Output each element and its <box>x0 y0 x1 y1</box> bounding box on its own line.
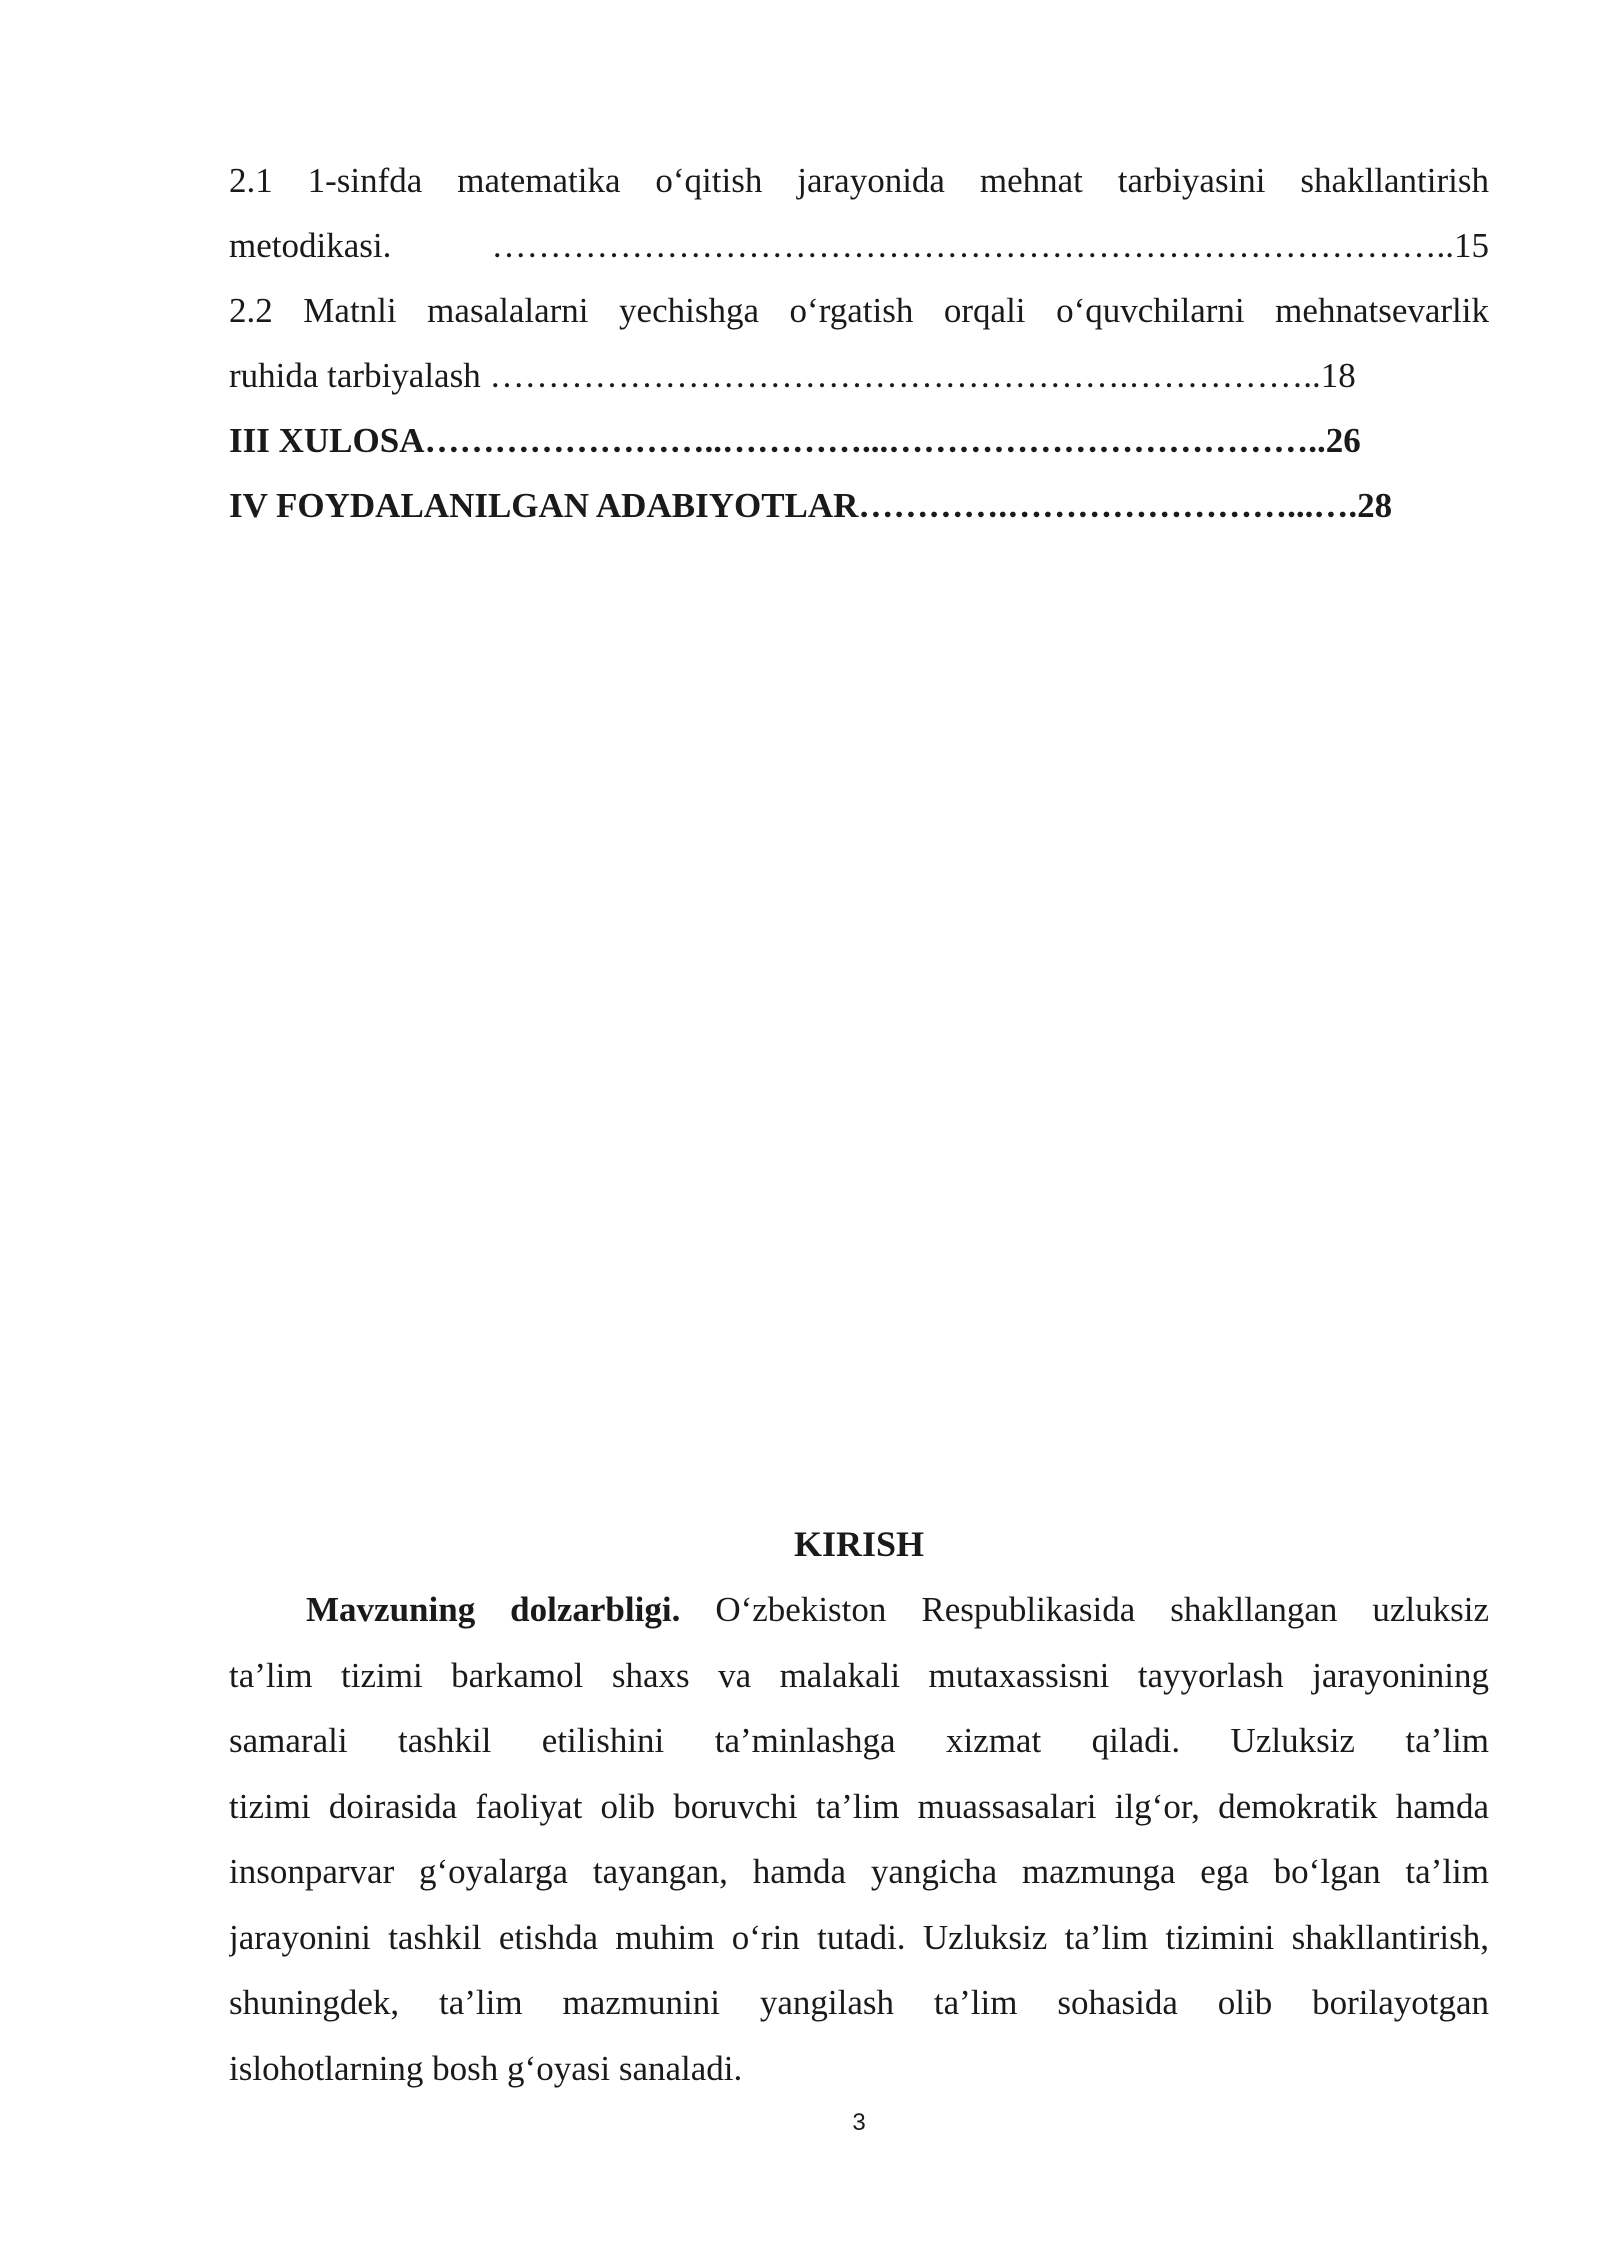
toc-entry-conclusion[interactable]: III XULOSA……………………..…………...………………………………..26 <box>229 421 1361 460</box>
intro-paragraph <box>229 1577 1489 2101</box>
page-number: 3 <box>852 2109 866 2136</box>
paragraph-line: jarayonini tashkil etishda muhim o‘rin tutadi. Uzluksiz ta’lim tizimini shakllantirish, <box>229 1917 1489 1957</box>
toc-entry-references[interactable]: IV FOYDALANILGAN ADABIYOTLAR………….……………………...….28 <box>229 486 1393 525</box>
toc-entry-2-1-line2[interactable]: metodikasi. ………………………………………………………………………..15 <box>229 226 1489 265</box>
paragraph-line-text: O‘zbekiston Respublikasida shakllangan uzluksiz <box>715 1590 1489 1629</box>
toc-entry-2-2-line1[interactable]: 2.2 Matnli masalalarni yechishga o‘rgatish orqali o‘quvchilarni mehnatsevarlik <box>229 291 1489 330</box>
toc-entry-2-2-line2[interactable]: ruhida tarbiyalash ……………………………………………….……………..18 <box>229 356 1356 395</box>
paragraph-line <box>229 1577 1489 1643</box>
paragraph-line: islohotlarning bosh g‘oyasi sanaladi. <box>229 2048 743 2088</box>
section-title: KIRISH <box>793 1524 925 1564</box>
paragraph-lead: Mavzuning dolzarbligi. <box>306 1590 681 1629</box>
paragraph-line: ta’lim tizimi barkamol shaxs va malakali mutaxassisni tayyorlash jarayonining <box>229 1655 1489 1695</box>
paragraph-line: shuningdek, ta’lim mazmunini yangilash ta’lim sohasida olib borilayotgan <box>229 1983 1489 2022</box>
paragraph-line: samarali tashkil etilishini ta’minlashga xizmat qiladi. Uzluksiz ta’lim <box>229 1721 1489 1760</box>
table-of-contents <box>229 148 1489 538</box>
paragraph-line: tizimi doirasida faoliyat olib boruvchi ta’lim muassasalari ilg‘or, demokratik hamda <box>229 1786 1489 1826</box>
paragraph-line: insonparvar g‘oyalarga tayangan, hamda yangicha mazmunga ega bo‘lgan ta’lim <box>229 1852 1489 1891</box>
toc-entry-2-1-line1[interactable]: 2.1 1-sinfda matematika o‘qitish jarayonida mehnat tarbiyasini shakllantirish <box>229 161 1489 200</box>
